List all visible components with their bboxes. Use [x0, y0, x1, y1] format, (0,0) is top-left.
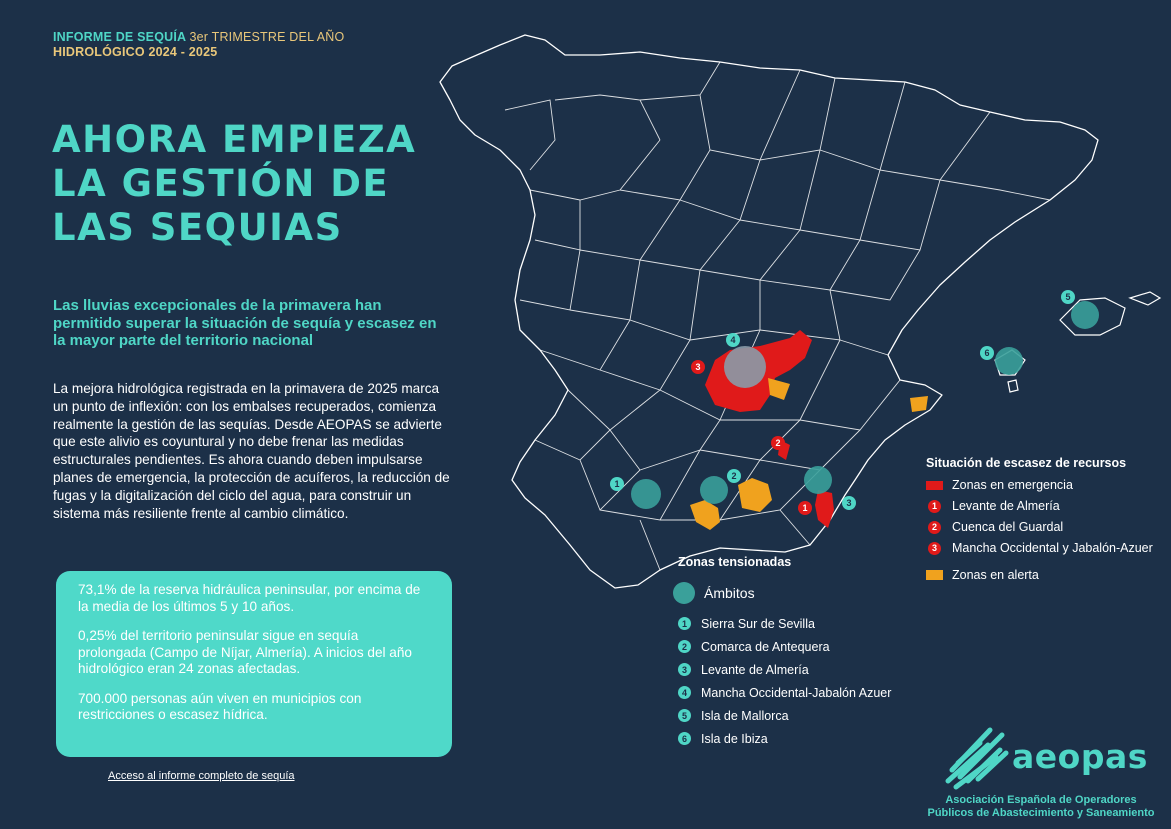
legend-zonas-list — [678, 612, 891, 750]
legend-escasez — [926, 456, 1126, 470]
ambito-circle-5 — [1071, 301, 1099, 329]
teal-number-badge: 3 — [678, 663, 691, 676]
ambito-circle-1 — [631, 479, 661, 509]
legend-zona-label: Comarca de Antequera — [701, 639, 830, 654]
page-subtitle: Las lluvias excepcionales de la primavera han permitido superar la situación de sequía y escasez en la mayor parte del territorio nacional — [53, 297, 437, 349]
legend-escasez-item — [926, 520, 1063, 534]
legend-escasez-label: Cuenca del Guardal — [952, 520, 1064, 534]
teal-marker-1 — [610, 477, 624, 491]
svg-text:4: 4 — [730, 335, 736, 345]
legend-zonas-title: Zonas tensionadas — [678, 555, 792, 569]
legend-ambitos-label: Ámbitos — [704, 585, 755, 601]
report-year: HIDROLÓGICO 2024 - 2025 — [53, 45, 218, 59]
logo-tagline-1: Asociación Española de Operadores — [945, 794, 1137, 806]
full-report-link[interactable]: Acceso al informe completo de sequía — [108, 770, 295, 782]
report-quarter: 3er TRIMESTRE DEL AÑO — [189, 30, 345, 44]
legend-zona-label: Isla de Mallorca — [701, 708, 789, 723]
stat-reserve: 73,1% de la reserva hidráulica peninsular, por encima de la media de los últimos 5 y 10 años. — [78, 582, 421, 614]
logo-wordmark: aeopas — [1012, 737, 1148, 776]
ambito-circle-2 — [700, 476, 728, 504]
teal-marker-6 — [980, 346, 994, 360]
red-marker-3 — [691, 360, 705, 374]
svg-text:2: 2 — [775, 438, 781, 448]
teal-marker-5 — [1061, 290, 1075, 304]
svg-text:5: 5 — [1065, 292, 1071, 302]
alert-zone-3 — [738, 478, 772, 512]
legend-escasez-item — [926, 499, 1060, 513]
ambito-circle-6 — [995, 347, 1023, 375]
ambito-circle-4 — [724, 346, 766, 388]
red-number-badge: 3 — [928, 542, 941, 555]
formentera-outline — [1008, 380, 1018, 392]
red-marker-1 — [798, 501, 812, 515]
legend-zona-label: Isla de Ibiza — [701, 731, 768, 746]
teal-marker-2 — [727, 469, 741, 483]
logo-tagline — [926, 794, 1156, 819]
body-paragraph: La mejora hidrológica registrada en la primavera de 2025 marca un punto de inflexión: con los embalses recuperados, comienza realmente la gestión de las sequías. Desde AEOPAS se advierte que este alivio es coyuntural y no debe frenar las medidas estructurales pendientes. Es ahora cuando deben impulsarse planes de emergencia, la protección de acuíferos, la reducción de fugas y la digitalización del ciclo del agua, para construir un sistema más resiliente frente al cambio climático. — [53, 381, 450, 521]
svg-text:2: 2 — [731, 471, 737, 481]
report-label: INFORME DE SEQUÍA — [53, 30, 186, 44]
legend-ambitos-row — [673, 582, 755, 604]
menorca-outline — [1130, 292, 1160, 305]
red-number-badge: 2 — [928, 521, 941, 534]
legend-escasez-label: Levante de Almería — [952, 499, 1060, 513]
legend-zona-item — [678, 658, 891, 681]
legend-zonas-tensionadas — [678, 555, 791, 569]
legend-zona-item — [678, 635, 891, 658]
alert-swatch — [926, 570, 943, 580]
svg-text:1: 1 — [614, 479, 620, 489]
legend-alerta-label: Zonas en alerta — [952, 568, 1039, 582]
stat-drought-territory: 0,25% del territorio peninsular sigue en sequía prolongada (Campo de Níjar, Almería). A inicios del año hidrológico eran 24 zonas afectadas. — [78, 628, 412, 676]
legend-zona-item — [678, 612, 891, 635]
red-number-badge: 1 — [928, 500, 941, 513]
teal-number-badge: 4 — [678, 686, 691, 699]
legend-zona-item — [678, 681, 891, 704]
teal-number-badge: 2 — [678, 640, 691, 653]
ambito-circle-icon — [673, 582, 695, 604]
teal-number-badge: 5 — [678, 709, 691, 722]
title-line-1: AHORA EMPIEZA — [52, 118, 417, 161]
red-marker-2 — [771, 436, 785, 450]
teal-marker-4 — [726, 333, 740, 347]
stat-population: 700.000 personas aún viven en municipios con restricciones o escasez hídrica. — [78, 690, 362, 722]
svg-text:6: 6 — [984, 348, 990, 358]
svg-text:3: 3 — [846, 498, 852, 508]
province-borders — [505, 62, 1050, 570]
alert-zone-2 — [910, 396, 928, 412]
logo-tagline-2: Públicos de Abastecimiento y Saneamiento — [927, 806, 1155, 819]
teal-number-badge: 1 — [678, 617, 691, 630]
legend-zona-label: Levante de Almería — [701, 662, 809, 677]
alert-zone-4 — [690, 500, 720, 530]
title-line-3: LAS SEQUIAS — [52, 206, 343, 249]
legend-escasez-title: Situación de escasez de recursos — [926, 456, 1127, 470]
emergency-swatch — [926, 481, 943, 490]
legend-zona-item — [678, 704, 891, 727]
legend-emergencia-label: Zonas en emergencia — [952, 478, 1073, 492]
legend-zona-label: Sierra Sur de Sevilla — [701, 616, 815, 631]
svg-text:1: 1 — [802, 503, 808, 513]
teal-number-badge: 6 — [678, 732, 691, 745]
ambito-circle-3 — [804, 466, 832, 494]
legend-emergencia-row — [926, 478, 1073, 492]
alert-zone-1 — [768, 378, 790, 400]
legend-escasez-item — [926, 541, 1153, 555]
teal-marker-3 — [842, 496, 856, 510]
legend-zona-item — [678, 727, 891, 750]
legend-escasez-label: Mancha Occidental y Jabalón-Azuer — [952, 541, 1153, 555]
legend-zona-label: Mancha Occidental-Jabalón Azuer — [701, 685, 892, 700]
emergency-zone-levante-almeria — [815, 490, 834, 528]
legend-alerta-row — [926, 568, 1039, 582]
svg-text:3: 3 — [695, 362, 701, 372]
title-line-2: LA GESTIÓN DE — [52, 162, 390, 205]
